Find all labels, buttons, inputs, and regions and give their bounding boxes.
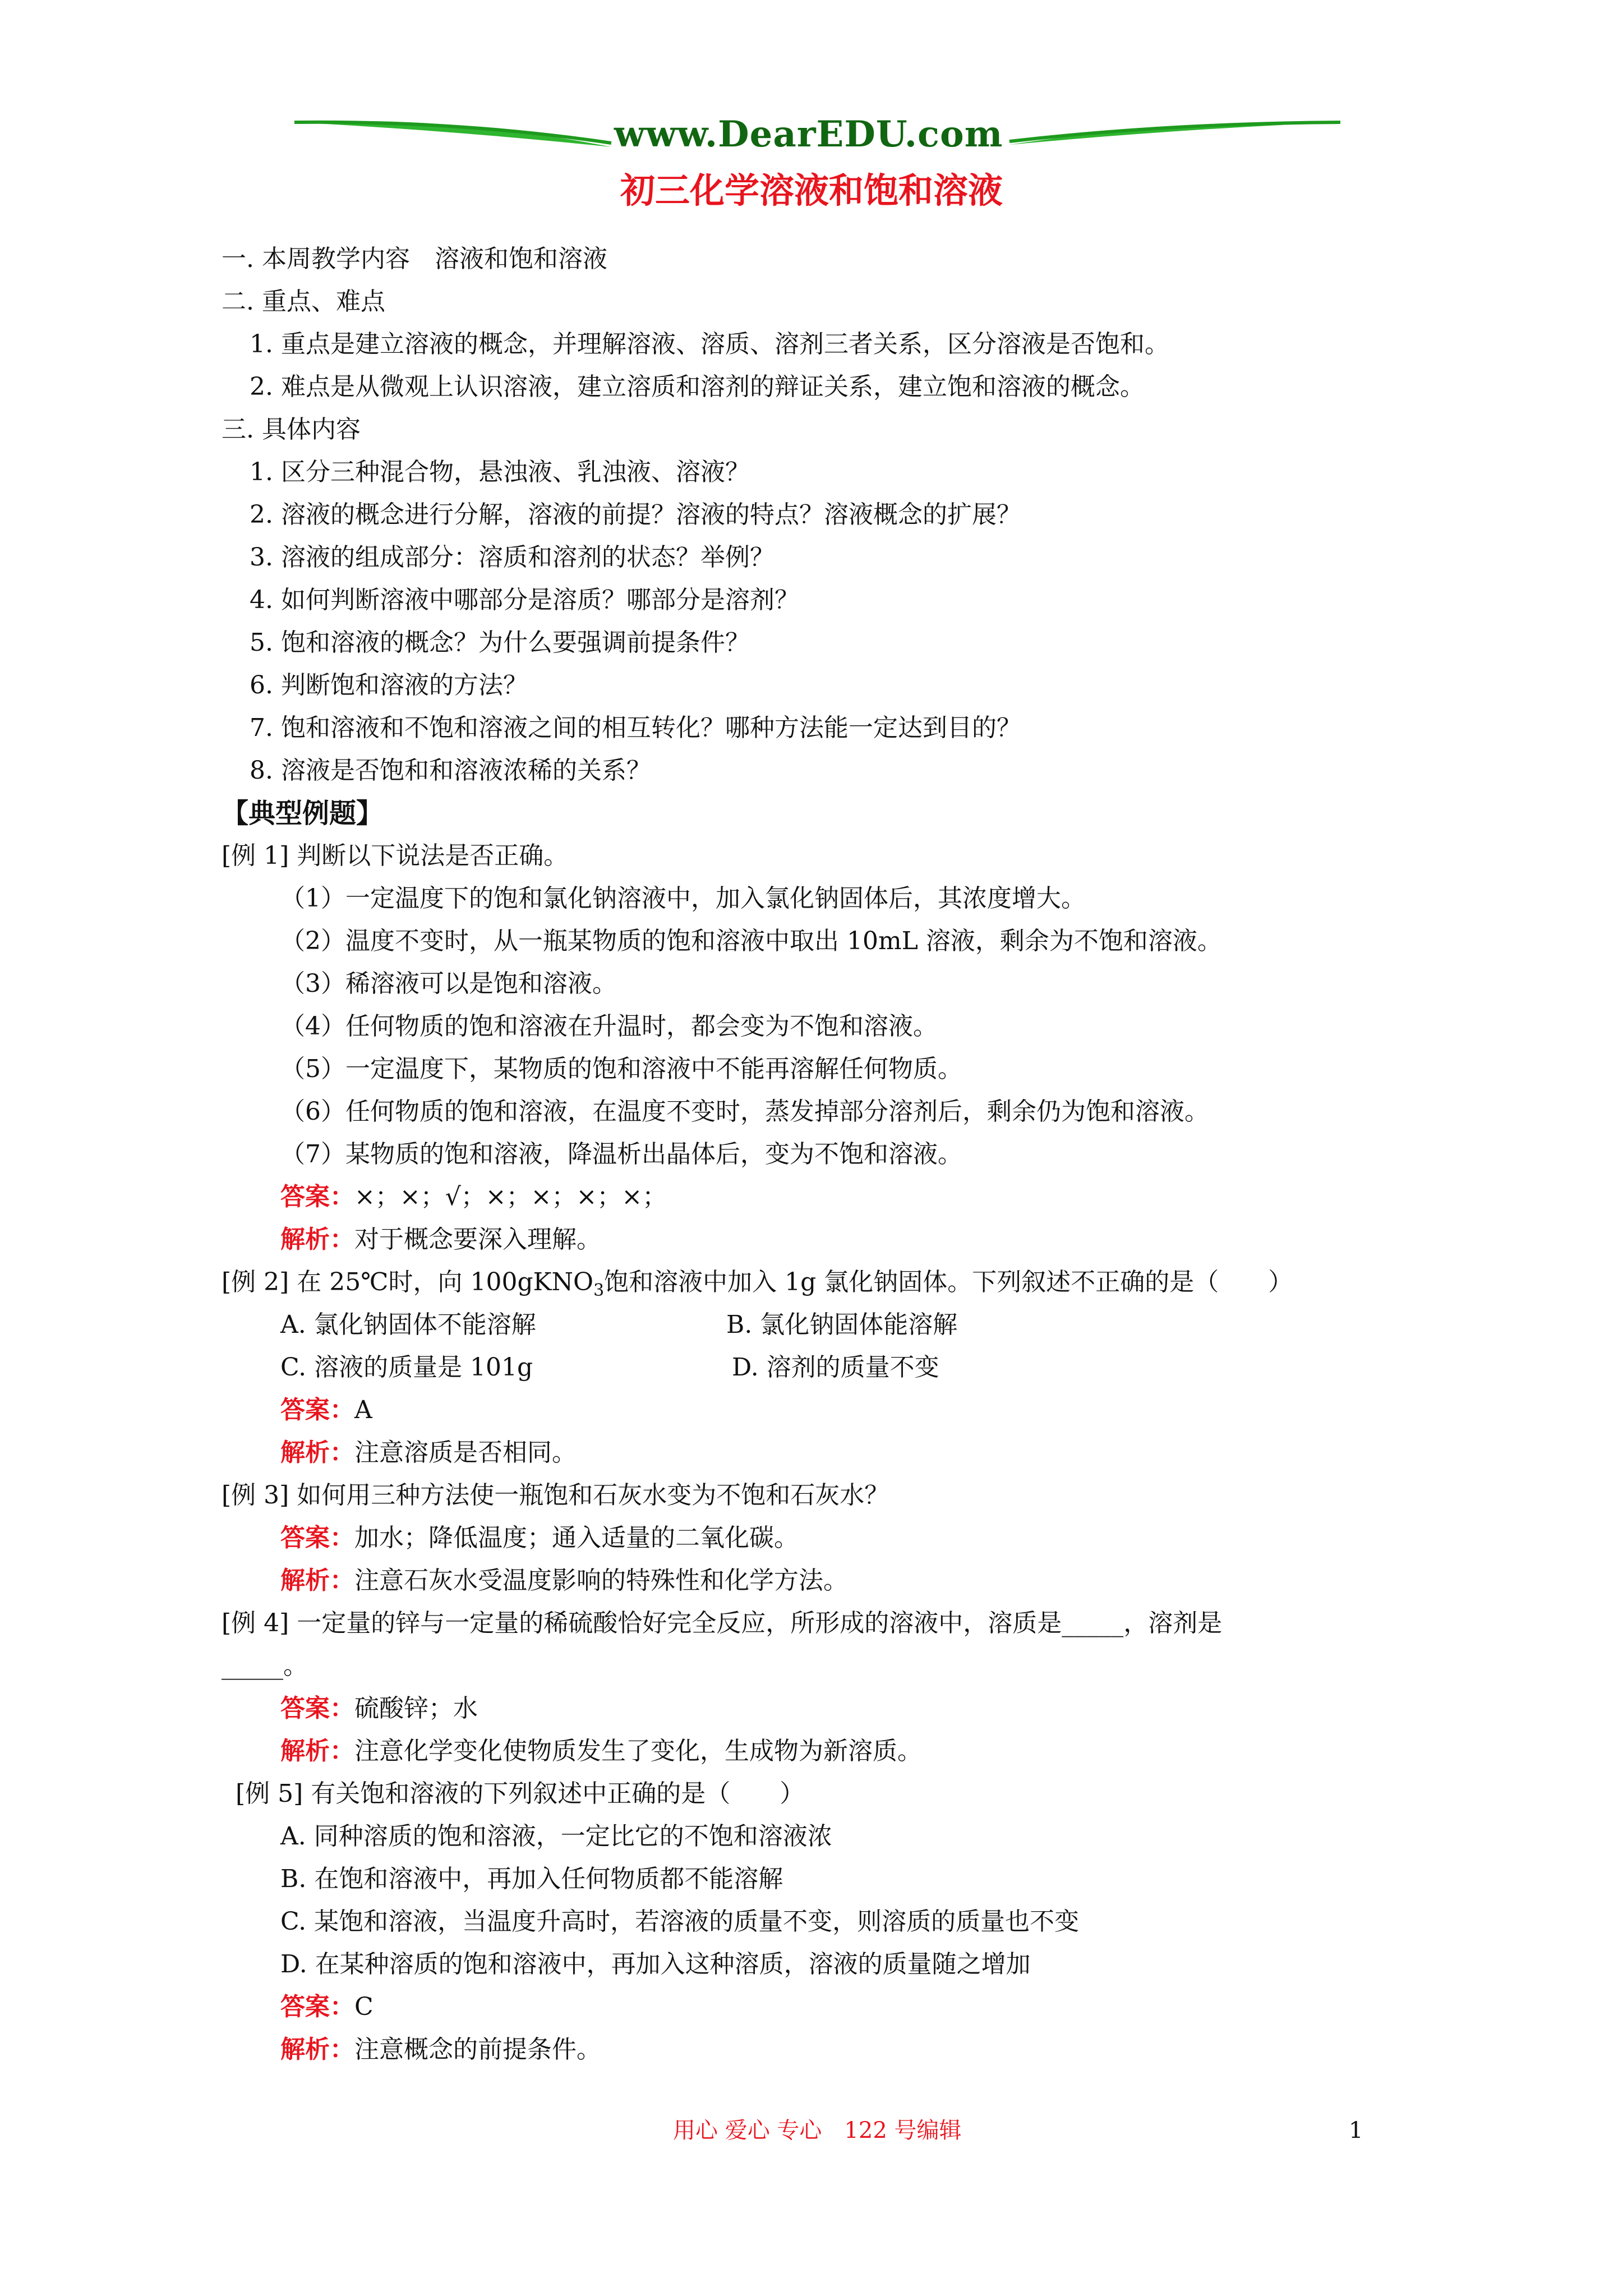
example-3-question: [例 3] 如何用三种方法使一瓶饱和石灰水变为不饱和石灰水？: [222, 1481, 889, 1510]
answer-text: 硫酸锌；水: [354, 1694, 478, 1723]
example-2-option-c: C. 溶液的质量是 101g: [280, 1353, 533, 1382]
answer-label: 答案：: [280, 1993, 354, 2021]
answer-label: 答案：: [280, 1694, 354, 1723]
examples-heading: 【典型例题】: [222, 798, 384, 829]
example-5-option-d: D. 在某种溶质的饱和溶液中，再加入这种溶质，溶液的质量随之增加: [280, 1950, 1031, 1978]
example-1-analysis: [280, 1223, 601, 1257]
logo-text: www.DearEDU.com: [614, 113, 1003, 155]
list-item: 5. 饱和溶液的概念？为什么要强调前提条件？: [250, 628, 750, 657]
analysis-label: 解析：: [280, 1566, 354, 1595]
answer-text: C: [354, 1993, 374, 2021]
page-number: 1: [1349, 2118, 1363, 2143]
example-1-question: [例 1] 判断以下说法是否正确。: [222, 841, 569, 870]
answer-label: 答案：: [280, 1396, 354, 1424]
example-4-question: [例 4] 一定量的锌与一定量的稀硫酸恰好完全反应，所形成的溶液中，溶质是_____，溶剂是: [222, 1609, 1223, 1637]
example-1-answer: [280, 1180, 667, 1214]
analysis-label: 解析：: [280, 2035, 354, 2064]
list-item: 1. 区分三种混合物，悬浊液、乳浊液、溶液？: [250, 458, 750, 486]
example-5-answer: [280, 1990, 374, 2024]
header-logo: [0, 0, 1623, 168]
example-1-item: （1）一定温度下的饱和氯化钠溶液中，加入氯化钠固体后，其浓度增大。: [280, 884, 1086, 913]
example-2-option-d: D. 溶剂的质量不变: [732, 1353, 939, 1382]
example-4-answer: [280, 1692, 478, 1726]
example-2-question: [222, 1266, 1293, 1308]
subscript: 3: [593, 1281, 605, 1300]
example-5-analysis: [280, 2033, 601, 2067]
example-2-option-b: B. 氯化钠固体能溶解: [726, 1310, 958, 1339]
analysis-text: 对于概念要深入理解。: [354, 1225, 601, 1254]
analysis-text: 注意溶质是否相同。: [354, 1438, 577, 1467]
list-item: 7. 饱和溶液和不饱和溶液之间的相互转化？哪种方法能一定达到目的？: [250, 714, 1021, 742]
example-3-analysis: [280, 1564, 848, 1598]
analysis-text: 注意化学变化使物质发生了变化，生成物为新溶质。: [354, 1737, 922, 1765]
example-2-option-a: A. 氯化钠固体不能溶解: [280, 1310, 536, 1339]
list-item: 2. 溶液的概念进行分解，溶液的前提？溶液的特点？溶液概念的扩展？: [250, 500, 1021, 529]
answer-text: A: [354, 1396, 372, 1424]
example-1-item: （5）一定温度下，某物质的饱和溶液中不能再溶解任何物质。: [280, 1055, 962, 1083]
analysis-label: 解析：: [280, 1737, 354, 1765]
question-text: [例 2] 在 25℃时，向 100gKNO: [222, 1268, 594, 1296]
footer-text: 用心 爱心 专心 122 号编辑: [673, 2118, 962, 2143]
list-item: 8. 溶液是否饱和和溶液浓稀的关系？: [250, 756, 651, 785]
list-item: 4. 如何判断溶液中哪部分是溶质？哪部分是溶剂？: [250, 586, 799, 614]
answer-label: 答案：: [280, 1524, 354, 1552]
example-5-option-c: C. 某饱和溶液，当温度升高时，若溶液的质量不变，则溶质的质量也不变: [280, 1907, 1080, 1936]
example-4-question-continued: _____。: [222, 1651, 308, 1680]
example-5-option-a: A. 同种溶质的饱和溶液，一定比它的不饱和溶液浓: [280, 1822, 832, 1851]
example-2-analysis: [280, 1436, 577, 1470]
example-1-item: （7）某物质的饱和溶液，降温析出晶体后，变为不饱和溶液。: [280, 1140, 962, 1168]
answer-text: 加水；降低温度；通入适量的二氧化碳。: [354, 1524, 799, 1552]
example-1-item: （2）温度不变时，从一瓶某物质的饱和溶液中取出 10mL 溶液，剩余为不饱和溶液。: [280, 927, 1222, 955]
analysis-label: 解析：: [280, 1225, 354, 1254]
example-4-analysis: [280, 1734, 922, 1768]
question-text: 饱和溶液中加入 1g 氯化钠固体。下列叙述不正确的是（ ）: [604, 1268, 1293, 1296]
analysis-text: 注意石灰水受温度影响的特殊性和化学方法。: [354, 1566, 848, 1595]
example-5-option-b: B. 在饱和溶液中，再加入任何物质都不能溶解: [280, 1865, 783, 1893]
example-1-item: （3）稀溶液可以是饱和溶液。: [280, 969, 617, 998]
section-2-heading: 二. 重点、难点: [222, 287, 385, 316]
section-3-heading: 三. 具体内容: [222, 415, 361, 444]
example-5-question: [例 5] 有关饱和溶液的下列叙述中正确的是（ ）: [236, 1779, 805, 1808]
list-item: 3. 溶液的组成部分：溶质和溶剂的状态？举例？: [250, 543, 774, 572]
example-3-answer: [280, 1521, 799, 1555]
example-1-item: （6）任何物质的饱和溶液，在温度不变时，蒸发掉部分溶剂后，剩余仍为饱和溶液。: [280, 1097, 1209, 1126]
example-1-item: （4）任何物质的饱和溶液在升温时，都会变为不饱和溶液。: [280, 1012, 938, 1041]
list-item: 1. 重点是建立溶液的概念，并理解溶液、溶质、溶剂三者关系，区分溶液是否饱和。: [250, 330, 1169, 358]
list-item: 2. 难点是从微观上认识溶液，建立溶质和溶剂的辩证关系，建立饱和溶液的概念。: [250, 372, 1145, 401]
analysis-label: 解析：: [280, 1438, 354, 1467]
page-title: 初三化学溶液和饱和溶液: [620, 170, 1003, 211]
section-1-heading: 一. 本周教学内容 溶液和饱和溶液: [222, 245, 607, 273]
analysis-text: 注意概念的前提条件。: [354, 2035, 601, 2064]
example-2-answer: [280, 1393, 372, 1427]
answer-text: ×；×；√；×；×；×；×；: [354, 1182, 667, 1211]
list-item: 6. 判断饱和溶液的方法？: [250, 671, 528, 700]
answer-label: 答案：: [280, 1182, 354, 1211]
